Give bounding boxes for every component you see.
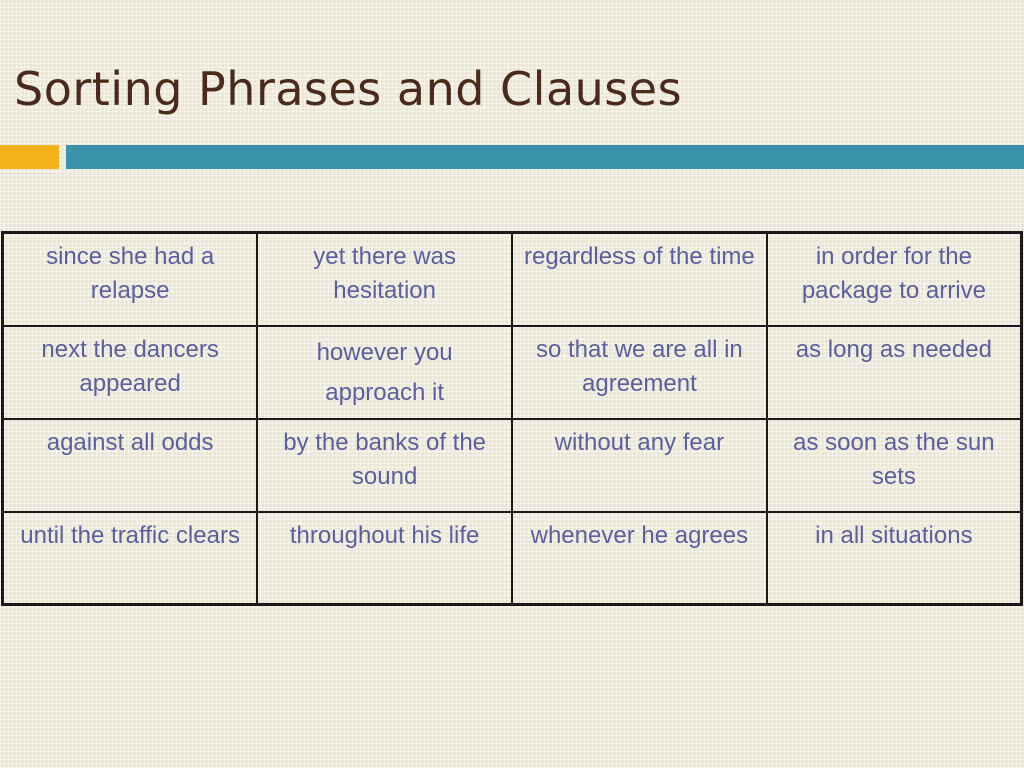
table-row — [3, 233, 1022, 326]
table-cell: in order for the package to arrive — [767, 233, 1022, 326]
table-cell: as long as needed — [767, 326, 1022, 419]
table-cell: in all situations — [767, 512, 1022, 605]
phrase-table — [1, 231, 1023, 606]
table-cell: until the traffic clears — [3, 512, 258, 605]
table-cell: however you approach it — [257, 326, 512, 419]
table-cell: yet there was hesitation — [257, 233, 512, 326]
table-cell: whenever he agrees — [512, 512, 767, 605]
slide-title: Sorting Phrases and Clauses — [14, 62, 683, 116]
table-row — [3, 512, 1022, 605]
table-row — [3, 419, 1022, 512]
accent-bar-gold — [0, 145, 59, 169]
table-cell: since she had a relapse — [3, 233, 258, 326]
table-cell: by the banks of the sound — [257, 419, 512, 512]
table-cell: as soon as the sun sets — [767, 419, 1022, 512]
table-cell: without any fear — [512, 419, 767, 512]
accent-bar-teal — [66, 145, 1024, 169]
table-cell: throughout his life — [257, 512, 512, 605]
table-cell: so that we are all in agreement — [512, 326, 767, 419]
table-cell: against all odds — [3, 419, 258, 512]
table-cell: next the dancers appeared — [3, 326, 258, 419]
table-row — [3, 326, 1022, 419]
table-cell: regardless of the time — [512, 233, 767, 326]
